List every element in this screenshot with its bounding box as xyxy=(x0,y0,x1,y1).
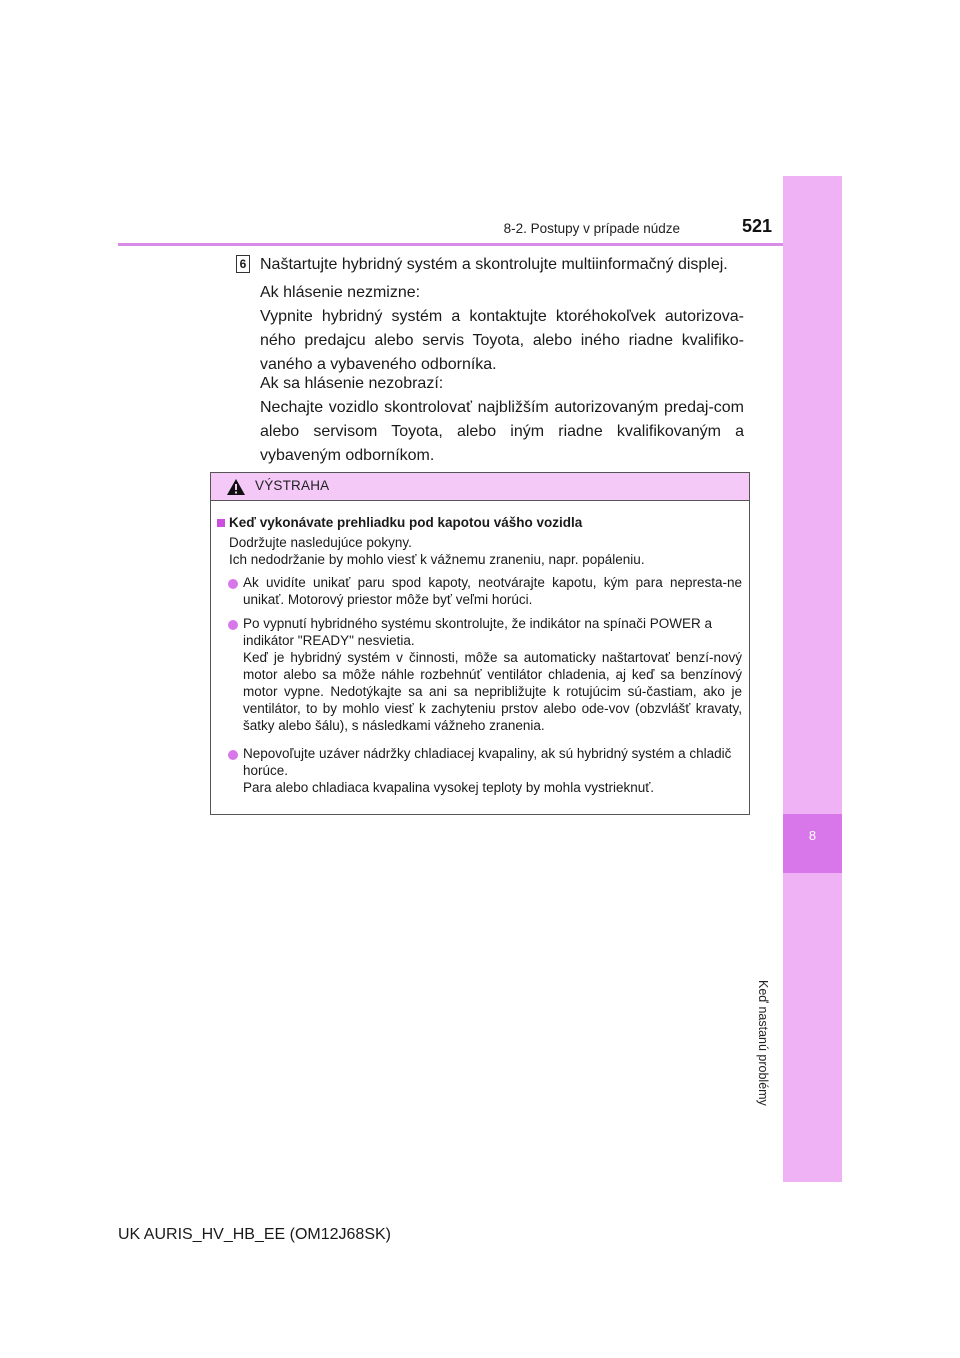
section-title: 8-2. Postupy v prípade núdze xyxy=(503,221,680,236)
warning-bullet-3-line: Para alebo chladiaca kvapalina vysokej teploty by mohla vystrieknuť. xyxy=(243,780,655,795)
chapter-side-tab xyxy=(783,176,842,1182)
step-instruction: Naštartujte hybridný systém a skontrolujte multiinformačný displej. xyxy=(260,256,728,273)
bullet-dot-icon xyxy=(228,750,238,760)
warning-intro-line: Dodržujte nasledujúce pokyny. xyxy=(229,535,412,550)
warning-bullet-3 xyxy=(243,745,742,796)
step-paragraph-2 xyxy=(260,372,744,468)
heading-square-icon xyxy=(217,519,225,527)
warning-heading: Keď vykonávate prehliadku pod kapotou vášho vozidla xyxy=(229,515,583,530)
chapter-number-box xyxy=(783,814,842,873)
bullet-dot-icon xyxy=(228,620,238,630)
paragraph-1-body: Vypnite hybridný systém a kontaktujte ktoréhokoľvek autorizova-ného predajcu alebo servis Toyota, alebo iného riadne kvalifiko-vaného a vybaveného odborníka. xyxy=(260,308,744,373)
paragraph-2-lead: Ak sa hlásenie nezobrazí: xyxy=(260,375,444,392)
warning-bullet-2 xyxy=(243,615,742,734)
warning-triangle-icon xyxy=(226,478,246,496)
bullet-dot-icon xyxy=(228,579,238,589)
manual-code: UK AURIS_HV_HB_EE (OM12J68SK) xyxy=(118,1226,391,1243)
page-number: 521 xyxy=(741,216,772,236)
header-rule xyxy=(118,243,783,246)
step-number-badge: 6 xyxy=(236,255,250,273)
paragraph-1-lead: Ak hlásenie nezmizne: xyxy=(260,284,421,301)
step-paragraph-1 xyxy=(260,281,744,377)
warning-intro-line: Ich nedodržanie by mohlo viesť k vážnemu zraneniu, napr. popáleniu. xyxy=(229,552,645,567)
warning-title: VÝSTRAHA xyxy=(255,478,330,493)
warning-intro xyxy=(229,534,739,568)
warning-bullet-1: Ak uvidíte unikať paru spod kapoty, neotvárajte kapotu, kým para nepresta-ne unikať. Motorový priestor môže byť veľmi horúci. xyxy=(243,575,742,607)
chapter-title: Keď nastanú problémy xyxy=(756,980,770,1106)
warning-bullet-2-line: Po vypnutí hybridného systému skontrolujte, že indikátor na spínači POWER a indikátor "READY" nesvietia. xyxy=(243,616,712,648)
warning-bullet-2-line: Keď je hybridný systém v činnosti, môže sa automaticky naštartovať benzí-nový motor alebo sa môže náhle rozbehnúť ventilátor chladenia, aj keď sa benzínový motor vypne. Nedotýkajte sa ani sa nepribližujte k rotujúcim sú-častiam, ako je ventilátor, to by mohlo viesť k zachyteniu prstov alebo ode-vov (obzvlášť kravaty, šatky alebo šálu), s následkami vážneho zranenia. xyxy=(243,650,742,733)
chapter-number: 8 xyxy=(808,828,817,843)
warning-bullet-3-line: Nepovoľujte uzáver nádržky chladiacej kvapaliny, ak sú hybridný systém a chladič horúce. xyxy=(243,746,732,778)
paragraph-2-body: Nechajte vozidlo skontrolovať najbližším autorizovaným predaj-com alebo servisom Toyota, alebo iným riadne kvalifikovaným a vybaveným odborníkom. xyxy=(260,399,744,464)
